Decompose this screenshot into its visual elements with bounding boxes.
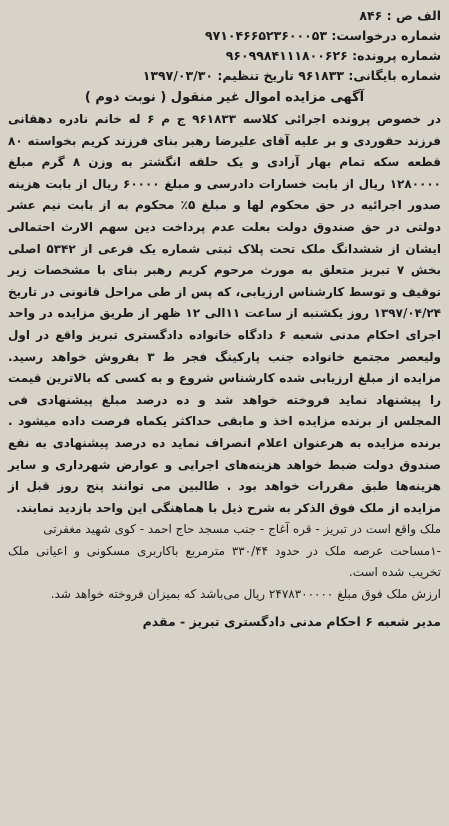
request-number: شماره درخواست: ۹۷۱۰۴۶۶۵۲۳۶۰۰۰۵۳ [205,28,441,43]
archive-number-and-date: شماره بایگانی: ۹۶۱۸۳۳ تاریخ تنظیم: ۱۳۹۷/۰۳/۳۰ [142,68,441,83]
notice-main-paragraph: در خصوص پرونده اجرائی کلاسه ۹۶۱۸۳۳ ج م ۶ له خانم نادره دهقانی فرزند حقوردی و بر علیه آقای علیرضا رهبر بنای فرزند کریم بخواسته ۸۰ قطعه سکه تمام بهار آزادی و یک حلقه انگشتر به وزن ۸ گرم مبلغ ۱۲۸۰۰۰۰ ریال از بابت خسارات دادرسی و مبلغ ۶۰۰۰۰ ریال از بابت هزینه صدور اجرائیه در حق محکوم لها و مبلغ ۵٪ محکوم به از بابت نیم عشر دولتی در حق صندوق دولت بعلت عدم پرداخت دین سهم الارث احتمالی ایشان از ششدانگ ملک تحت پلاک ثبتی شماره یک فرعی از ۵۳۴۲ اصلی بخش ۷ تبریز متعلق به مورث مرحوم کریم رهبر بنای با مشخصات زیر توقیف و توسط کارشناس ارزیابی، که پس از طی مراحل قانونی در تاریخ ۱۳۹۷/۰۴/۲۴ روز یکشنبه از ساعت ۱۱الی ۱۲ ظهر از طریق مزایده در واحد اجرای احکام مدنی شعبه ۶ دادگاه خانواده دادگستری تبریز واقع در اول ولیعصر مجتمع خانواده جنب پارکینگ فجر ط ۳ بفروش خواهد رسید. مزایده از مبلغ ارزیابی شده کارشناس شروع و به کسی که بالاترین قیمت را پیشنهاد نماید فروخته خواهد شد و ده درصد مبلغ پیشنهادی فی المجلس از برنده مزایده اخذ و مابقی حداکثر یکماه فرصت داده میشود . برنده مزایده به هرعنوان اعلام انصراف نماید ده درصد پیشنهادی به نفع صندوق دولت ضبط خواهد هزینه‌های اجرایی و عوارض شهرداری و سایر هزینه‌ها طبق مقررات خواهد بود . طالبین می توانند پنج روز قبل از مزایده از ملک فوق الذکر به شرح ذیل با هماهنگی این واحد بازدید نمایند. [8,112,442,515]
reference-block [8,6,441,86]
signature-line: مدیر شعبه ۶ احکام مدنی دادگستری تبریز - مقدم [142,613,441,629]
property-valuation: ارزش ملک فوق مبلغ ۲۴۷۸۳۰۰۰۰۰ ریال می‌باشد که بمیزان فروخته خواهد شد. [50,587,441,602]
property-area-item: -۱مساحت عرصه ملک در حدود ۳۳۰/۴۴ مترمربع باکاربری مسکونی و اعیانی ملک تخریب شده است. [8,543,441,580]
case-number: شماره پرونده: ۹۶۰۹۹۸۴۱۱۱۸۰۰۶۲۶ [225,48,441,63]
property-location: ملک واقع است در تبریز - قره آغاج - جنب مسجد حاج احمد - کوی شهید مغفرتی [43,522,441,537]
notice-title: آگهی مزایده اموال غیر منقول ( نوبت دوم ) [84,90,365,105]
page-number: الف ص : ۸۴۶ [359,8,441,23]
